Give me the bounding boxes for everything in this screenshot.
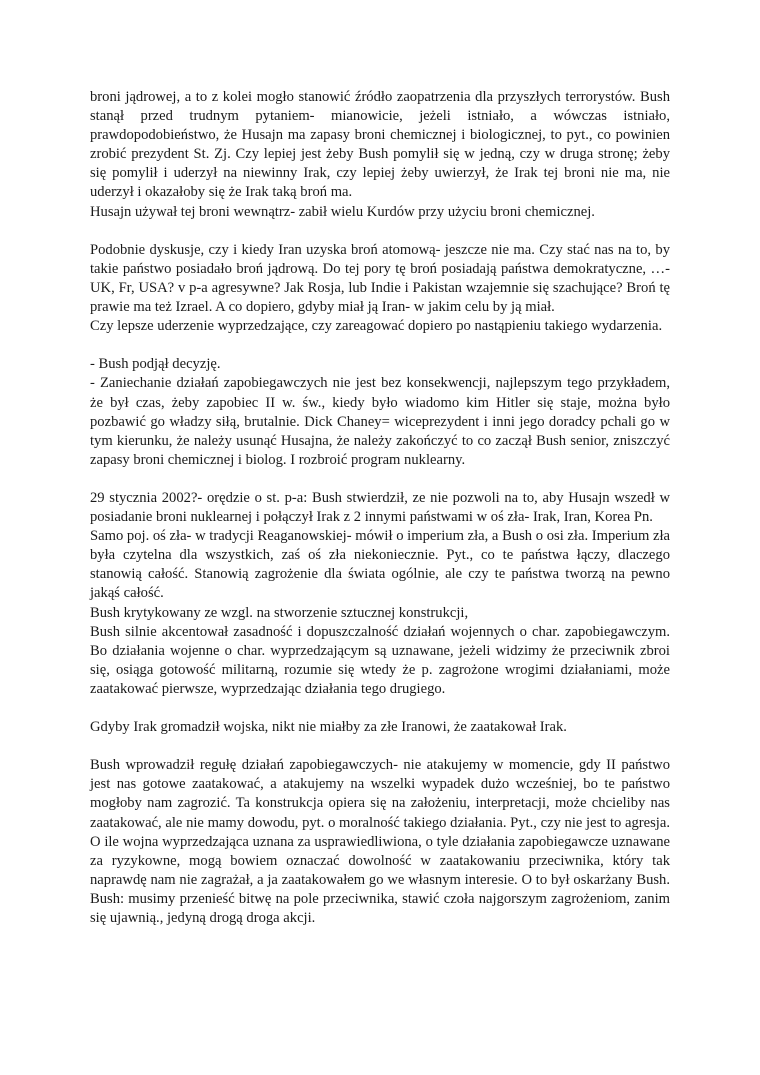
blank-line: [90, 222, 670, 241]
paragraph: Bush krytykowany ze wzgl. na stworzenie sztucznej konstrukcji,: [90, 604, 469, 621]
paragraph: Czy lepsze uderzenie wyprzedzające, czy zareagować dopiero po nastąpieniu takiego wydarzenia.: [90, 318, 663, 335]
blank-line: [90, 699, 670, 718]
paragraph: broni jądrowej, a to z kolei mogło stanowić źródło zaopatrzenia dla przyszłych terrorystów. Bush stanął przed trudnym pytaniem- mianowicie, jeżeli istniało, a wówczas istniało, prawdopodobieństwo, że Husajn ma zapasy broni chemicznej i biologicznej, to pyt., co powinien zrobić prezydent St. Zj. Czy lepiej jest żeby Bush pomylił się w jedną, czy w druga stronę; żeby się pomylił i uderzył na niewinny Irak, czy lepiej żeby uwierzył, że Irak tej broni nie ma, nie uderzył i okazałoby się że Irak taką broń ma.: [90, 89, 670, 201]
blank-line: [90, 737, 670, 756]
paragraph: Podobnie dyskusje, czy i kiedy Iran uzyska broń atomową- jeszcze nie ma. Czy stać nas na to, by takie państwo posiadało broń jądrową. Do tej pory tę broń posiadają państwa demokratyczne, …- UK, Fr, USA? v p-a agresywne? Jak Rosja, lub Indie i Pakistan wzajemnie się szachujące? Broń tę prawie ma też Izrael. A co dopiero, gdyby miał ją Iran- w jakim celu by ją miał.: [90, 241, 670, 316]
paragraph: Husajn używał tej broni wewnątrz- zabił wielu Kurdów przy użyciu broni chemicznej.: [90, 203, 595, 220]
paragraph: Samo poj. oś zła- w tradycji Reaganowskiej- mówił o imperium zła, a Bush o osi zła. Imperium zła była czytelna dla wszystkich, zaś oś zła niekoniecznie. Pyt., co te państwa łączy, dlaczego stanowią całość. Stanowią zagrożenie dla świata ogólnie, ale czy te państwa tworzą na pewno jakąś całość.: [90, 528, 670, 602]
paragraph: Gdyby Irak gromadził wojska, nikt nie miałby za złe Iranowi, że zaatakował Irak.: [90, 719, 567, 736]
paragraph: 29 stycznia 2002?- orędzie o st. p-a: Bush stwierdził, ze nie pozwoli na to, aby Husajn wszedł w posiadanie broni nuklearnej i połączył Irak z 2 innymi państwami w oś zła- Irak, Iran, Korea Pn.: [90, 489, 670, 526]
blank-line: [90, 470, 670, 489]
paragraph: Bush silnie akcentował zasadność i dopuszczalność działań wojennych o char. zapobiegawczym. Bo działania wojenne o char. wyprzedzającym są uznawane, jeżeli widzimy że przeciwnik zbroi się, osiąga gotowość militarną, rozumie się wtedy że p. zagrożone wrogimi działaniami, może zaatakować pierwsze, wyprzedzając działania tego drugiego.: [90, 623, 670, 697]
blank-line: [90, 336, 670, 355]
document-page: [90, 88, 670, 928]
paragraph: - Zaniechanie działań zapobiegawczych nie jest bez konsekwencji, najlepszym tego przykładem, że był czas, żeby zapobiec II w. św., kiedy było wiadomo kim Hitler się staje, można było pozbawić go władzy siłą, brutalnie. Dick Chaney= wiceprezydent i inni jego doradcy pchali go w tym kierunku, że należy usunąć Husajna, że należy zakończyć to co zaczął Bush senior, zniszczyć zapasy broni chemicznej i biolog. I rozbroić program nuklearny.: [90, 375, 670, 468]
paragraph: - Bush podjął decyzję.: [90, 356, 221, 373]
paragraph: Bush wprowadził regułę działań zapobiegawczych- nie atakujemy w momencie, gdy II państwo jest nas gotowe zaatakować, a atakujemy na wszelki wypadek dużo wcześniej, bo te państwo mogłoby nam zagrozić. Ta konstrukcja opiera się na założeniu, interpretacji, może chcieliby nas zaatakować, ale nie mamy dowodu, pyt. o moralność takiego działania. Pyt., czy nie jest to agresja. O ile wojna wyprzedzająca uznana za usprawiedliwiona, o tyle działania zapobiegawcze uznawane za ryzykowne, mogą bowiem oznaczać dowolność w zaatakowaniu przeciwnika, który tak naprawdę nam nie zagrażał, a ja zaatakowałem go we własnym interesie. O to był oskarżany Bush. Bush: musimy przenieść bitwę na pole przeciwnika, stawić czoła najgorszym zagrożeniom, zanim się ujawnią., jedyną drogą droga akcji.: [90, 757, 670, 927]
